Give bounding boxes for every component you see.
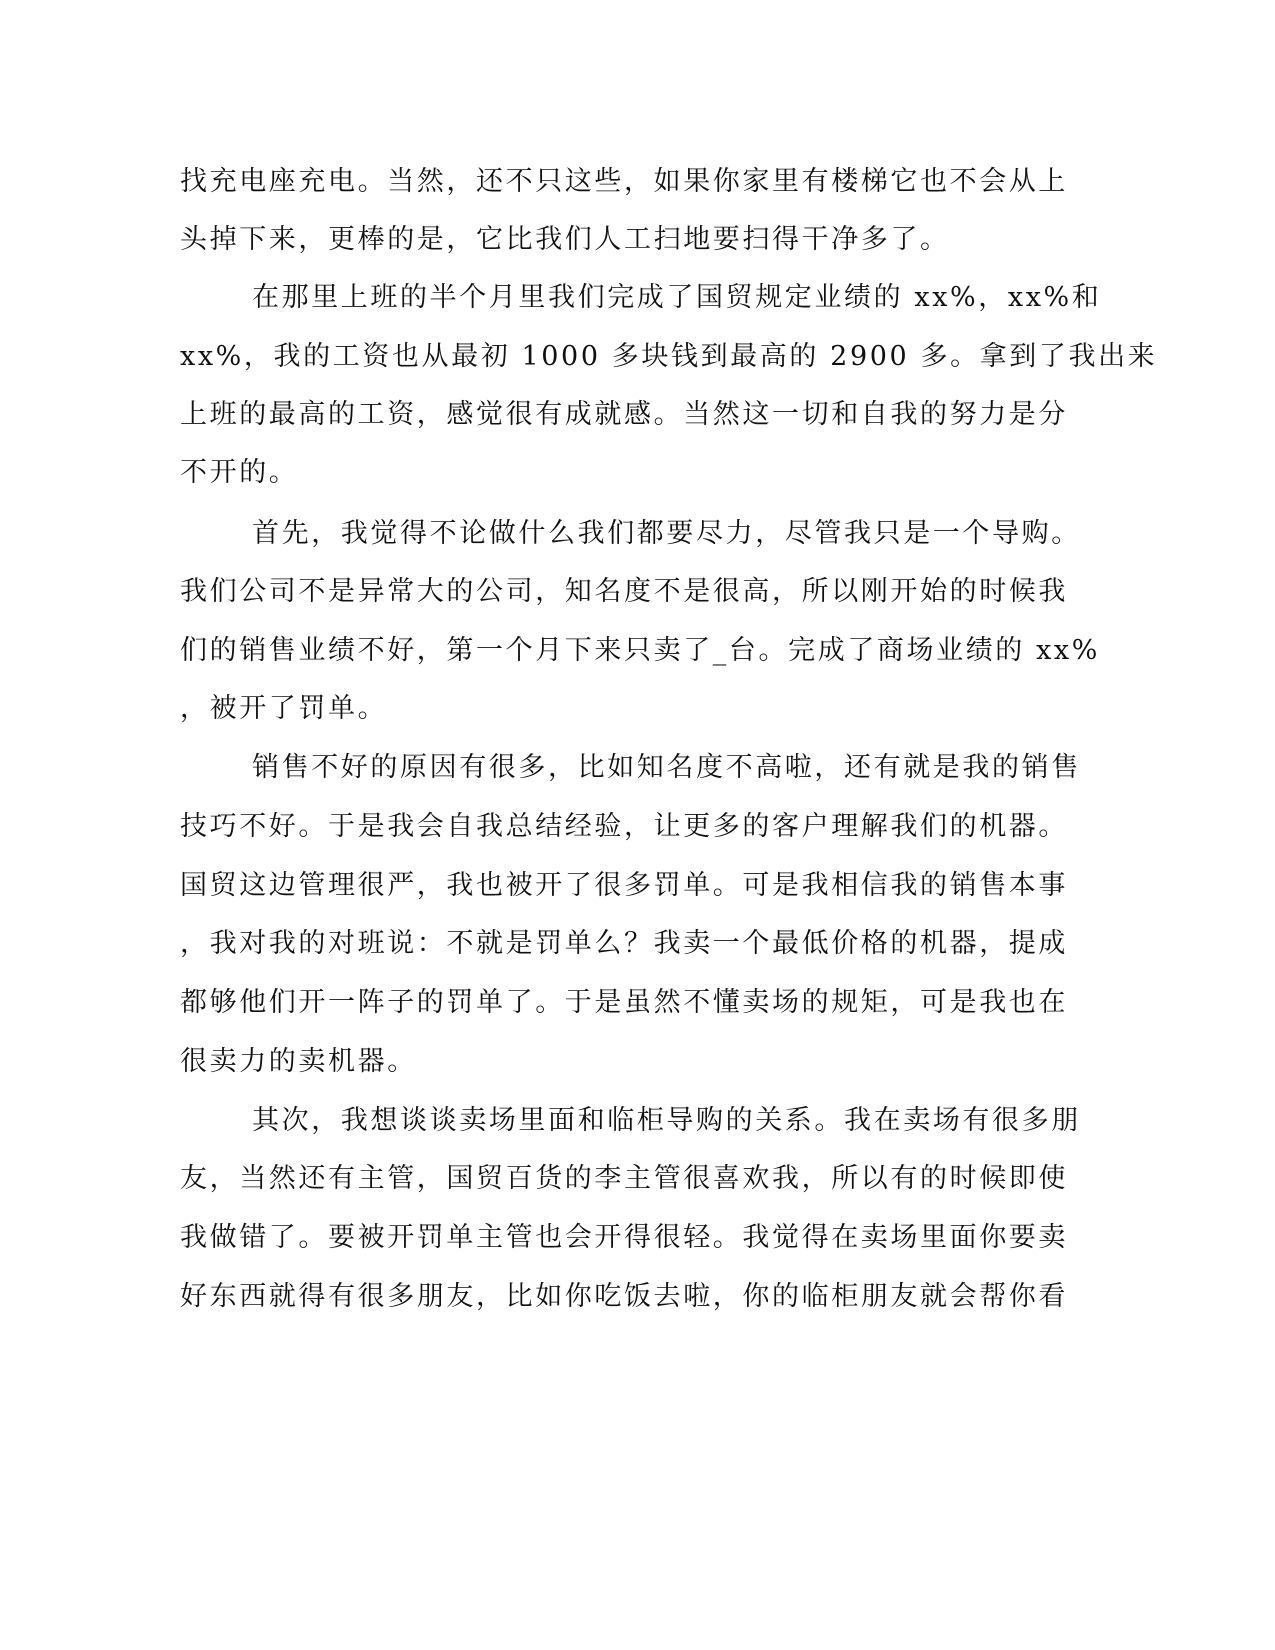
paragraph-first-line: 销售不好的原因有很多，比如知名度不高啦，还有就是我的销售 [252, 752, 1081, 783]
text-line: 技巧不好。于是我会自我总结经验，让更多的客户理解我们的机器。 [180, 811, 1068, 842]
text-line: xx%，我的工资也从最初 1000 多块钱到最高的 2900 多。拿到了我出来 [180, 341, 1158, 372]
text-line: 友，当然还有主管，国贸百货的李主管很喜欢我，所以有的时候即使 [180, 1163, 1068, 1194]
text-line: 头掉下来，更棒的是，它比我们人工扫地要扫得干净多了。 [180, 224, 950, 255]
text-line: 都够他们开一阵子的罚单了。于是虽然不懂卖场的规矩，可是我也在 [180, 987, 1068, 1018]
text-line: 们的销售业绩不好，第一个月下来只卖了_台。完成了商场业绩的 xx% [180, 635, 1100, 666]
text-line: 我们公司不是异常大的公司，知名度不是很高，所以刚开始的时候我 [180, 576, 1068, 607]
text-line: 我做错了。要被开罚单主管也会开得很轻。我觉得在卖场里面你要卖 [180, 1222, 1068, 1253]
paragraph-first-line: 首先，我觉得不论做什么我们都要尽力，尽管我只是一个导购。 [252, 518, 1081, 549]
text-line: 上班的最高的工资，感觉很有成就感。当然这一切和自我的努力是分 [180, 399, 1068, 430]
text-line: ，被开了罚单。 [180, 693, 388, 724]
text-line: 国贸这边管理很严，我也被开了很多罚单。可是我相信我的销售本事 [180, 870, 1068, 901]
text-line: 很卖力的卖机器。 [180, 1046, 417, 1077]
text-line: 好东西就得有很多朋友，比如你吃饭去啦，你的临柜朋友就会帮你看 [180, 1281, 1068, 1312]
paragraph-first-line: 其次，我想谈谈卖场里面和临柜导购的关系。我在卖场有很多朋 [252, 1105, 1081, 1136]
text-line: 不开的。 [180, 457, 299, 488]
paragraph-first-line: 在那里上班的半个月里我们完成了国贸规定业绩的 xx%，xx%和 [252, 282, 1102, 313]
text-line: 找充电座充电。当然，还不只这些，如果你家里有楼梯它也不会从上 [180, 166, 1068, 197]
text-line: ，我对我的对班说：不就是罚单么？我卖一个最低价格的机器，提成 [180, 928, 1068, 959]
